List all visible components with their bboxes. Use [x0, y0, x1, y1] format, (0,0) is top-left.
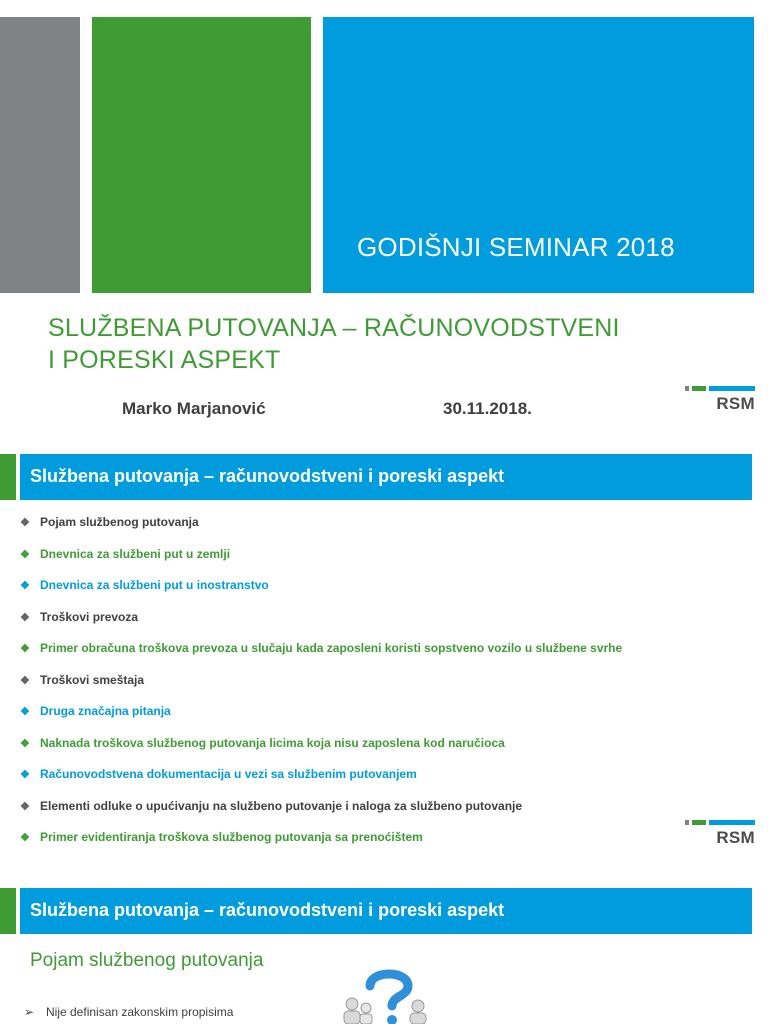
diamond-bullet-icon: ❖: [20, 580, 30, 592]
diamond-bullet-icon: ❖: [20, 643, 30, 655]
agenda-item-text: Računovodstvena dokumentacija u vezi sa službenim putovanjem: [40, 767, 417, 781]
agenda-item-text: Troškovi prevoza: [40, 609, 139, 624]
presentation-title-line1: SLUŽBENA PUTOVANJA – RAČUNOVODSTVENI: [48, 314, 620, 342]
agenda-item-text: Pojam službenog putovanja: [40, 515, 199, 529]
rsm-logo-bars-icon: [685, 386, 755, 391]
agenda-item: [20, 703, 760, 735]
diamond-bullet-icon: ❖: [20, 769, 30, 781]
agenda-item: [20, 672, 760, 704]
agenda-item: [20, 640, 760, 672]
presentation-date: 30.11.2018.: [443, 399, 532, 418]
agenda-item: [20, 735, 760, 767]
bullet-item: [24, 1005, 233, 1019]
content-slide: [0, 878, 768, 1024]
rsm-logo-text: RSM: [716, 828, 755, 847]
author-name: Marko Marjanović: [122, 399, 266, 418]
diamond-bullet-icon: ❖: [20, 674, 30, 687]
agenda-item-text: Druga značajna pitanja: [40, 704, 171, 718]
arrow-bullet-icon: ➢: [24, 1005, 35, 1019]
rsm-logo: [685, 820, 755, 850]
diamond-bullet-icon: ❖: [20, 737, 30, 750]
green-banner-block: [92, 17, 311, 293]
agenda-item: [20, 577, 760, 609]
agenda-item: [20, 609, 760, 641]
diamond-bullet-icon: ❖: [20, 800, 30, 813]
agenda-item-text: Dnevnica za službeni put u zemlji: [40, 546, 231, 561]
agenda-item-text: Naknada troškova službenog putovanja licima koja nisu zaposlena kod naručioca: [40, 735, 505, 750]
presentation-title-line2: I PORESKI ASPEKT: [48, 346, 281, 374]
question-mark-people-icon: [330, 964, 440, 1024]
agenda-item-text: Troškovi smeštaja: [40, 672, 145, 687]
agenda-item: [20, 798, 760, 830]
agenda-item: [20, 514, 760, 546]
diamond-bullet-icon: ❖: [20, 611, 30, 624]
diamond-bullet-icon: ❖: [20, 832, 30, 844]
diamond-bullet-icon: ❖: [20, 548, 30, 561]
presentation-title: [48, 312, 748, 376]
agenda-item: [20, 766, 760, 798]
gray-banner-block: [0, 17, 80, 293]
slide-header-title: Službena putovanja – računovodstveni i poreski aspekt: [30, 466, 505, 486]
agenda-item-text: Dnevnica za službeni put u inostranstvo: [40, 578, 269, 592]
slide-header-title: Službena putovanja – računovodstveni i poreski aspekt: [30, 900, 505, 920]
rsm-logo-bars-icon: [685, 820, 755, 825]
diamond-bullet-icon: ❖: [20, 517, 30, 529]
title-slide: [0, 0, 768, 438]
rsm-logo: [685, 386, 755, 416]
agenda-item-text: Elementi odluke o upućivanju na službeno putovanje i naloga za službeno putovanje: [40, 798, 523, 813]
agenda-item-text: Primer evidentiranja troškova službenog putovanja sa prenoćištem: [40, 830, 423, 844]
agenda-item: [20, 546, 760, 578]
header-green-accent: [0, 888, 16, 934]
rsm-logo-text: RSM: [716, 394, 755, 413]
agenda-slide: [0, 448, 768, 868]
diamond-bullet-icon: ❖: [20, 706, 30, 718]
header-green-accent: [0, 454, 16, 500]
agenda-item: [20, 829, 760, 861]
bullet-text: Nije definisan zakonskim propisima: [46, 1005, 234, 1019]
seminar-title: GODIŠNJI SEMINAR 2018: [357, 232, 675, 262]
agenda-item-text: Primer obračuna troškova prevoza u slučaju kada zaposleni koristi sopstveno vozilo u službene svrhe: [40, 641, 623, 655]
agenda-list: [20, 514, 760, 861]
section-subtitle: Pojam službenog putovanja: [30, 950, 264, 971]
